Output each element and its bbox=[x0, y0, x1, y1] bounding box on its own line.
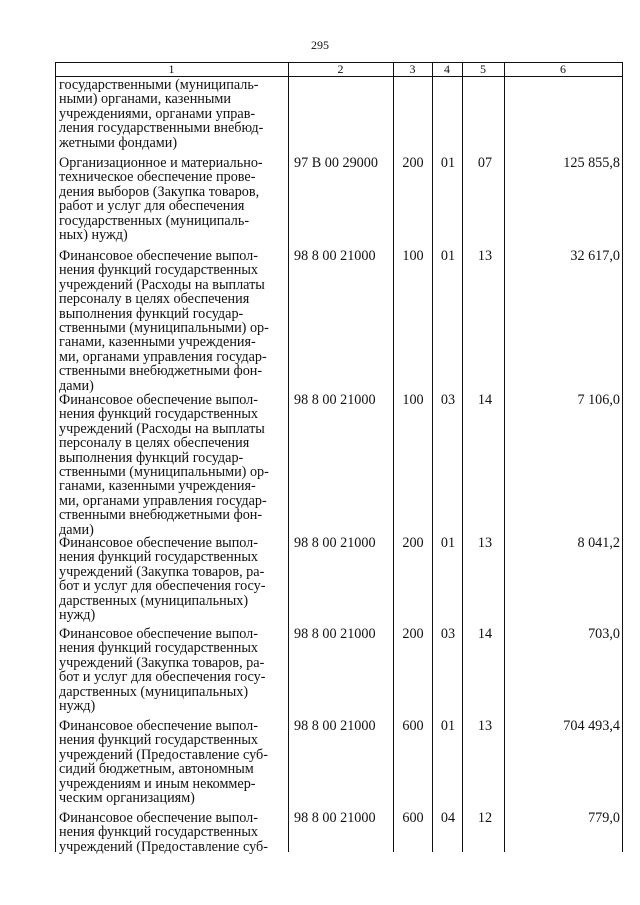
row-amount: 8 041,2 bbox=[577, 535, 620, 551]
row-target-code: 98 8 00 21000 bbox=[294, 626, 376, 642]
row-description: государственными (муниципаль- ными) органами, казенными учреждениями, органами управ- ления государственными внебюд- жетными фондами) bbox=[59, 77, 264, 151]
row-section: 01 bbox=[440, 718, 456, 734]
row-target-code: 98 8 00 21000 bbox=[294, 810, 376, 826]
row-subsection: 13 bbox=[477, 248, 493, 264]
header-col-4: 4 bbox=[444, 62, 450, 76]
column-rule bbox=[288, 62, 289, 852]
row-description: Финансовое обеспечение выпол- нения функций государственных учреждений (Закупка товаров, ра- бот и услуг для обеспечения госу- дарственных (муниципальных) нужд) bbox=[59, 535, 266, 624]
row-target-code: 97 В 00 29000 bbox=[294, 155, 378, 171]
header-col-2: 2 bbox=[337, 62, 344, 76]
row-subsection: 14 bbox=[477, 392, 493, 408]
row-section: 03 bbox=[440, 626, 456, 642]
row-section: 03 bbox=[440, 392, 456, 408]
row-target-code: 98 8 00 21000 bbox=[294, 718, 376, 734]
row-target-code: 98 8 00 21000 bbox=[294, 535, 376, 551]
row-target-code: 98 8 00 21000 bbox=[294, 392, 376, 408]
row-description: Финансовое обеспечение выпол- нения функций государственных учреждений (Закупка товаров, ра- бот и услуг для обеспечения госу- дарственных (муниципальных) нужд) bbox=[59, 626, 266, 715]
row-expense-type: 100 bbox=[402, 248, 424, 264]
row-expense-type: 600 bbox=[402, 810, 424, 826]
row-subsection: 14 bbox=[477, 626, 493, 642]
column-rule bbox=[462, 62, 463, 852]
column-rule bbox=[55, 62, 56, 852]
row-expense-type: 600 bbox=[402, 718, 424, 734]
row-amount: 779,0 bbox=[588, 810, 620, 826]
column-rule bbox=[504, 62, 505, 852]
row-description: Финансовое обеспечение выпол- нения функций государственных учреждений (Расходы на выплаты персоналу в целях обеспечения выполнения функций государ- ственными (муниципальными) ор- ганами, казенными учреждения- ми, органами управления государ- ственными внебюджетными фон- дами) bbox=[59, 392, 269, 538]
row-section: 01 bbox=[440, 155, 456, 171]
row-section: 04 bbox=[440, 810, 456, 826]
row-subsection: 07 bbox=[477, 155, 493, 171]
row-expense-type: 200 bbox=[402, 535, 424, 551]
header-col-1: 1 bbox=[168, 62, 175, 76]
row-expense-type: 200 bbox=[402, 626, 424, 642]
header-col-6: 6 bbox=[560, 62, 566, 76]
column-rule bbox=[393, 62, 394, 852]
row-subsection: 12 bbox=[477, 810, 493, 826]
page-number: 295 bbox=[311, 38, 329, 52]
row-amount: 703,0 bbox=[588, 626, 620, 642]
row-section: 01 bbox=[440, 248, 456, 264]
budget-table bbox=[55, 62, 623, 855]
row-description: Финансовое обеспечение выпол- нения функций государственных учреждений (Предоставление суб- сидий бюджетным, автономным учреждениям и иным некоммер- ческим организациям) bbox=[59, 718, 268, 807]
row-section: 01 bbox=[440, 535, 456, 551]
row-target-code: 98 8 00 21000 bbox=[294, 248, 376, 264]
header-col-5: 5 bbox=[480, 62, 486, 76]
row-description: Финансовое обеспечение выпол- нения функций государственных учреждений (Расходы на выплаты персоналу в целях обеспечения выполнения функций государ- ственными (муниципальными) ор- ганами, казенными учреждения- ми, органами управления государ- ственными внебюджетными фон- дами) bbox=[59, 248, 269, 394]
row-amount: 32 617,0 bbox=[570, 248, 620, 264]
column-rule bbox=[432, 62, 433, 852]
row-expense-type: 200 bbox=[402, 155, 424, 171]
row-description: Финансовое обеспечение выпол- нения функций государственных учреждений (Предоставление суб- bbox=[59, 810, 268, 855]
row-amount: 704 493,4 bbox=[563, 718, 620, 734]
row-amount: 125 855,8 bbox=[563, 155, 620, 171]
row-subsection: 13 bbox=[477, 535, 493, 551]
header-col-3: 3 bbox=[409, 62, 416, 76]
row-expense-type: 100 bbox=[402, 392, 424, 408]
column-rule bbox=[622, 62, 623, 852]
row-amount: 7 106,0 bbox=[577, 392, 620, 408]
row-description: Организационное и материально- техническое обеспечение прове- дения выборов (Закупка товаров, работ и услуг для обеспечения государственных (муниципаль- ных) нужд) bbox=[59, 155, 263, 244]
row-subsection: 13 bbox=[477, 718, 493, 734]
